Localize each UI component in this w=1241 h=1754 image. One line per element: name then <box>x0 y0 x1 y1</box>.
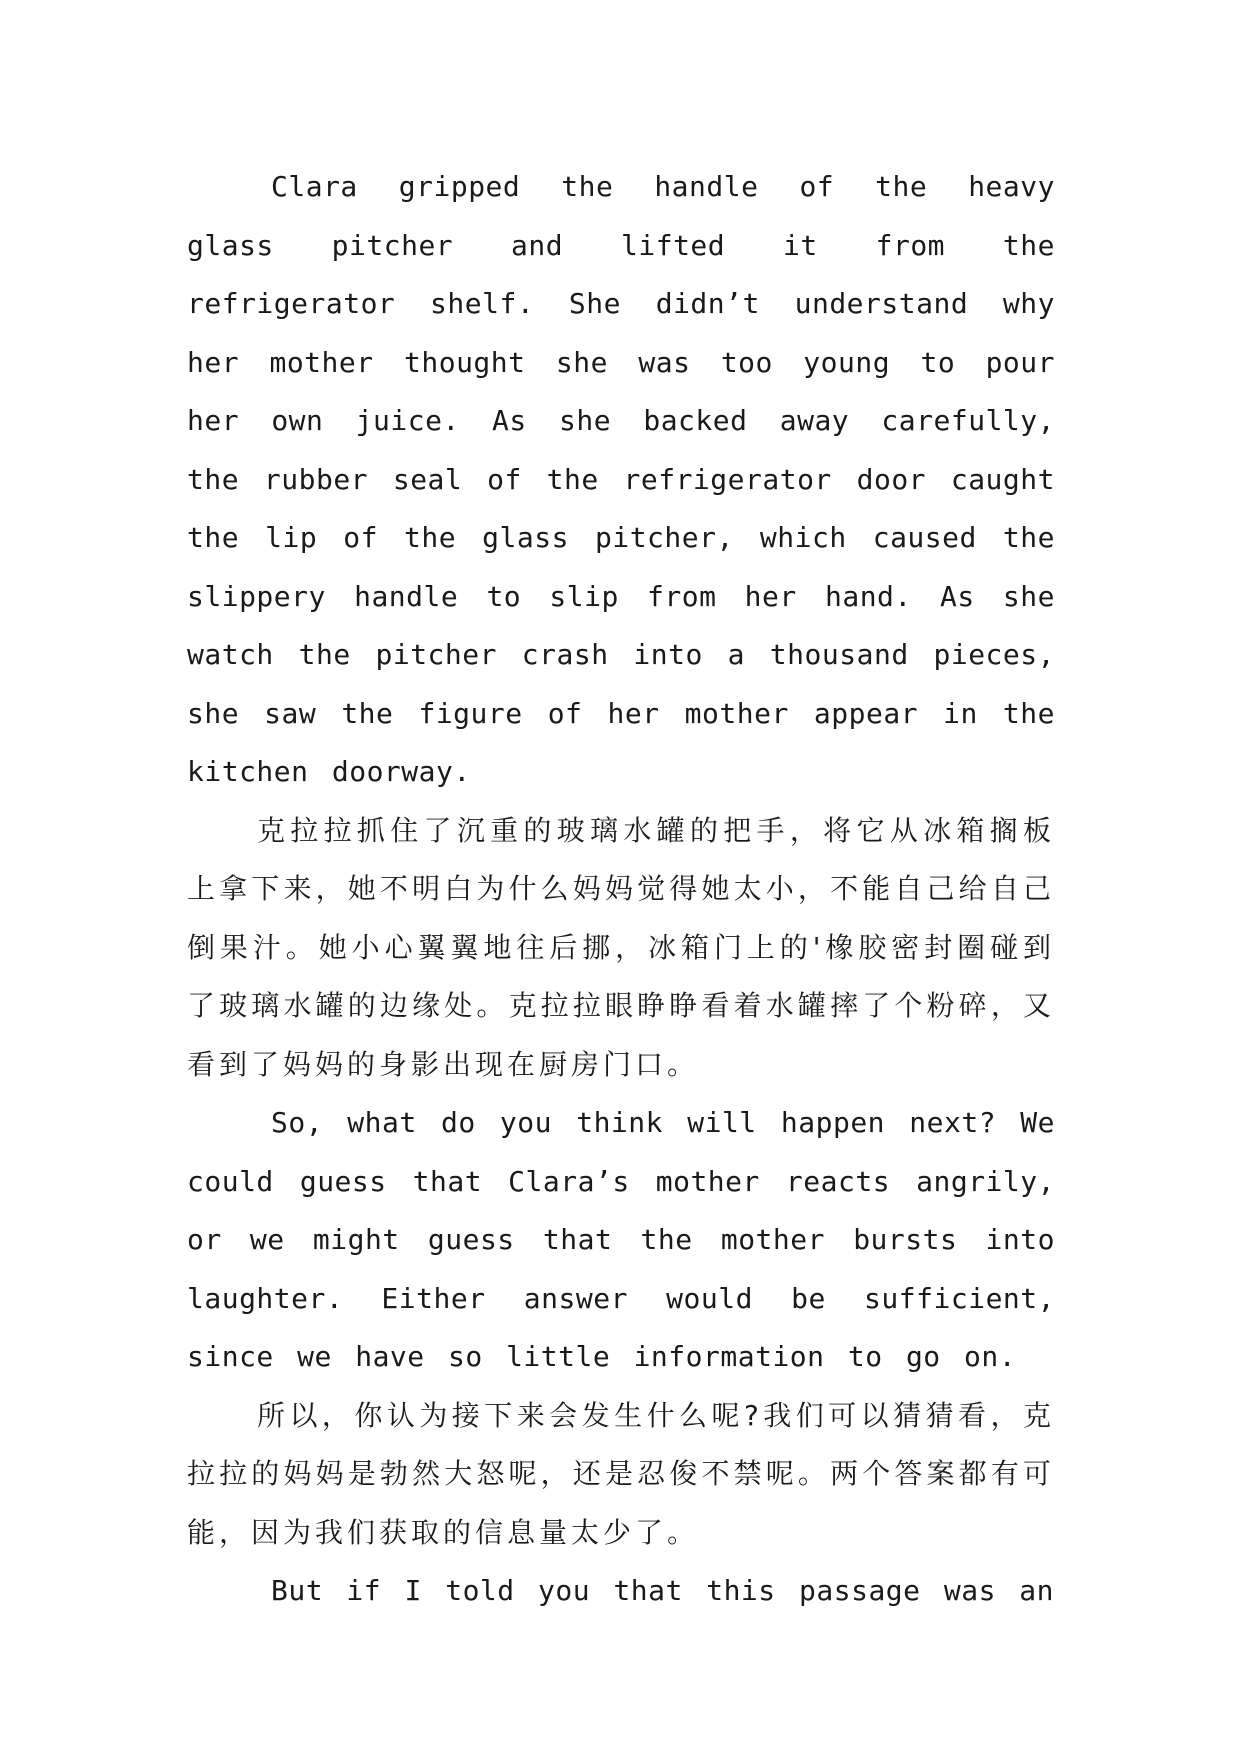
paragraph-english-3: But if I told you that this passage was an <box>271 1574 1055 1607</box>
paragraph-english-2: So, what do you think will happen next? We could guess that Clara’s mother reacts angrily, or we might guess that the mother bursts into laughter. Either answer would be sufficient, since we have so little information to go on. <box>187 1106 1055 1373</box>
paragraph-chinese-1: 克拉拉抓住了沉重的玻璃水罐的把手，将它从冰箱搁板上拿下来，她不明白为什么妈妈觉得她太小，不能自己给自己倒果汁。她小心翼翼地往后挪，冰箱门上的'橡胶密封圈碰到了玻璃水罐的边缘处。克拉拉眼睁睁看着水罐摔了个粉碎，又看到了妈妈的身影出现在厨房门口。 <box>187 813 1055 1081</box>
paragraph-chinese-2: 所以，你认为接下来会发生什么呢?我们可以猜猜看，克拉拉的妈妈是勃然大怒呢，还是忍俊不禁呢。两个答案都有可能，因为我们获取的信息量太少了。 <box>187 1398 1055 1549</box>
paragraph-english-1: Clara gripped the handle of the heavy glass pitcher and lifted it from the refrigerator shelf. She didn’t understand why her mother thought she was too young to pour her own juice. As she backed away carefully, the rubber seal of the refrigerator door caught the lip of the glass pitcher, which caused the slippery handle to slip from her hand. As she watch the pitcher crash into a thousand pieces, she saw the figure of her mother appear in the kitchen doorway. <box>187 170 1055 788</box>
document-page <box>187 158 1055 1621</box>
